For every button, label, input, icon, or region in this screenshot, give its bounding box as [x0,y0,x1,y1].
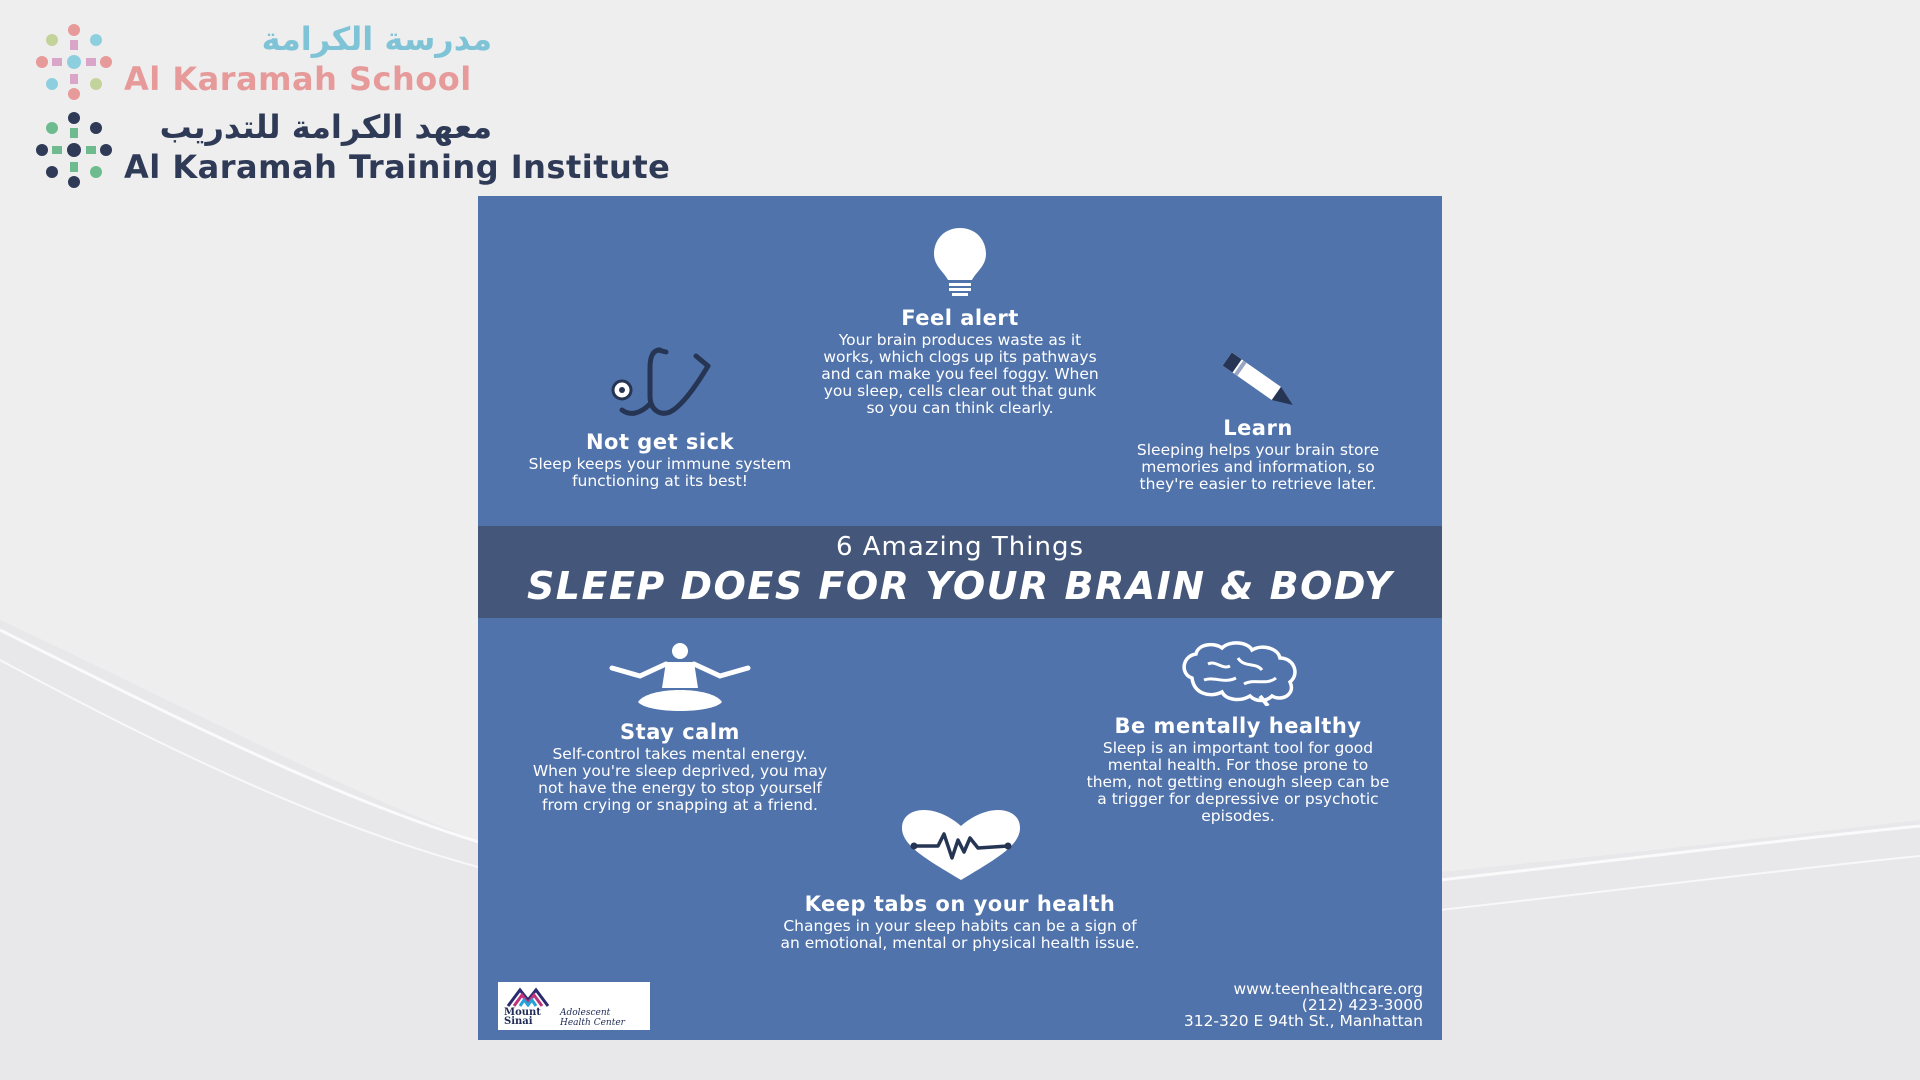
address: 312-320 E 94th St., Manhattan [1183,1012,1423,1030]
not-get-sick-text [498,456,822,490]
mount-sinai-name [504,1008,548,1026]
text-line: When you're sleep deprived, you may [532,762,828,780]
pencil-icon [1216,352,1304,412]
school-arabic-name [124,16,494,60]
mount-sinai-logo [498,982,650,1030]
stay-calm-item [498,720,862,814]
feel-alert-item [768,306,1152,417]
mentally-healthy-title: Be mentally healthy [1114,714,1362,738]
text-line: an emotional, mental or physical health issue. [780,934,1140,952]
title-banner [478,526,1442,618]
text-line: and can make you feel foggy. When [821,365,1099,383]
school-logo [28,18,588,106]
logo-text-line: Mount [504,1007,541,1018]
school-english-name: Al Karamah School [124,60,472,98]
institute-logo [28,106,671,194]
stethoscope-icon [600,344,720,426]
keep-tabs-text [720,918,1200,952]
banner-subtitle: 6 Amazing Things [835,532,1085,562]
phone-number: (212) 423-3000 [1301,996,1423,1014]
text-line: a trigger for depressive or psychotic [1097,790,1379,808]
text-line: not have the energy to stop yourself [538,779,822,797]
learn-text [1096,442,1420,493]
stay-calm-title: Stay calm [620,720,740,744]
text-line: you sleep, cells clear out that gunk [823,382,1097,400]
adolescent-center-name [560,1008,650,1028]
logo-text-line: Health Center [560,1018,625,1028]
feel-alert-title: Feel alert [901,306,1019,330]
stay-calm-text [498,746,862,814]
contact-info [1184,981,1423,1029]
text-line: from crying or snapping at a friend. [542,796,818,814]
institute-arabic-name [124,104,494,148]
text-line: functioning at its best! [572,472,748,490]
text-line: them, not getting enough sleep can be [1086,773,1390,791]
svg-text:مدرسة الكرامة: مدرسة الكرامة [261,20,492,58]
text-line: they're easier to retrieve later. [1139,475,1377,493]
keep-tabs-title: Keep tabs on your health [804,892,1116,916]
logo-text-line: Sinai [504,1016,533,1027]
lightbulb-icon [930,226,990,298]
text-line: episodes. [1201,807,1275,825]
svg-text:معهد الكرامة للتدريب: معهد الكرامة للتدريب [159,108,492,146]
feel-alert-text [768,332,1152,417]
learn-title: Learn [1223,416,1293,440]
website-link[interactable]: www.teenhealthcare.org [1233,980,1423,998]
text-line: Your brain produces waste as it [838,331,1082,349]
text-line: memories and information, so [1141,458,1375,476]
text-line: Sleep is an important tool for good [1102,739,1374,757]
not-get-sick-title: Not get sick [585,430,735,454]
text-line: Changes in your sleep habits can be a sign of [783,917,1137,935]
text-line: so you can think clearly. [866,399,1054,417]
not-get-sick-item [498,430,822,490]
text-line: Sleep keeps your immune system [528,455,792,473]
infographic-poster [478,196,1442,1040]
meditation-icon [608,642,752,716]
mentally-healthy-item [1056,714,1420,825]
school-emblem-icon [28,18,120,106]
text-line: works, which clogs up its pathways [823,348,1097,366]
keep-tabs-item [720,892,1200,952]
text-line: Sleeping helps your brain store [1136,441,1380,459]
institute-emblem-icon [28,106,120,194]
banner-title: SLEEP DOES FOR YOUR BRAIN & BODY [526,564,1394,608]
learn-item [1096,416,1420,493]
logo-text-line: Adolescent [560,1008,611,1018]
institute-english-name: Al Karamah Training Institute [124,148,671,186]
text-line: Self-control takes mental energy. [552,745,808,763]
mentally-healthy-text [1056,740,1420,825]
brain-icon [1178,640,1302,706]
text-line: mental health. For those prone to [1107,756,1369,774]
mountain-logo-icon [506,986,550,1008]
heart-pulse-icon [898,808,1024,882]
